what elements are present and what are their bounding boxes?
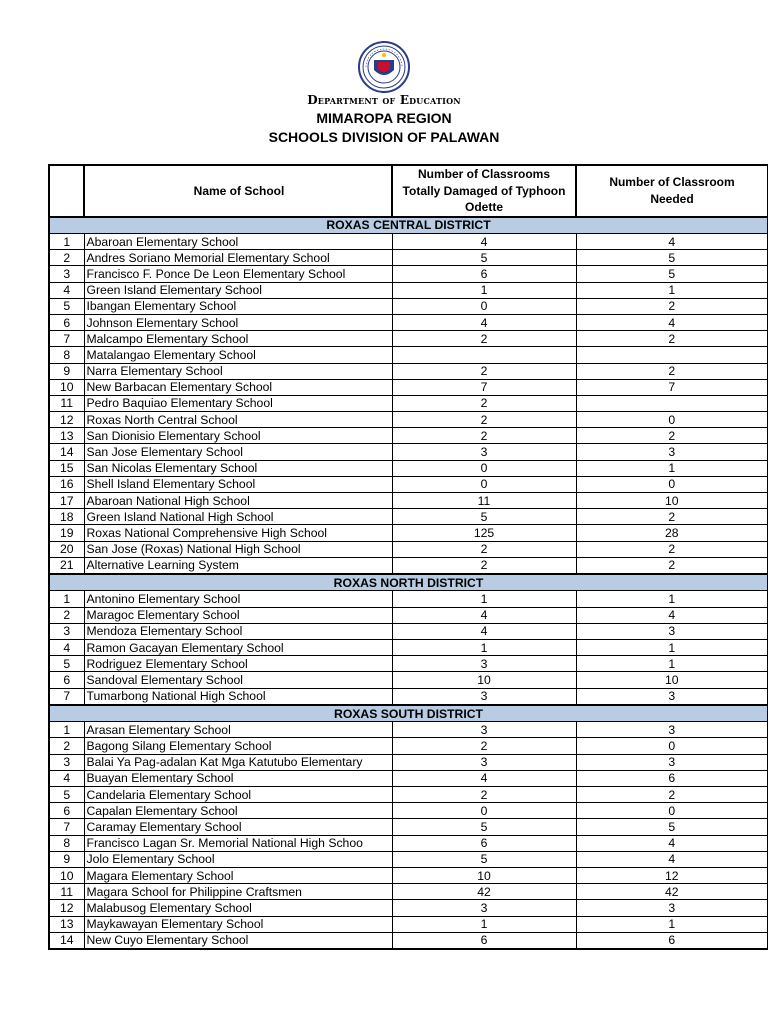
- damaged-count: 11: [392, 493, 576, 509]
- needed-count: 7: [576, 379, 768, 395]
- needed-count: 28: [576, 525, 768, 541]
- needed-count: 3: [576, 754, 768, 770]
- damaged-count: 4: [392, 234, 576, 250]
- table-body: [49, 217, 768, 949]
- damaged-count: 1: [392, 640, 576, 656]
- table-row: [49, 722, 768, 738]
- row-number: 6: [49, 314, 84, 330]
- needed-count: 2: [576, 331, 768, 347]
- school-name: Pedro Baquiao Elementary School: [84, 395, 392, 411]
- needed-count: 4: [576, 314, 768, 330]
- table-row: [49, 444, 768, 460]
- needed-count: 6: [576, 932, 768, 949]
- table-row: [49, 738, 768, 754]
- row-number: 15: [49, 460, 84, 476]
- table-row: [49, 884, 768, 900]
- row-number: 9: [49, 363, 84, 379]
- row-number: 6: [49, 803, 84, 819]
- school-name: Balai Ya Pag-adalan Kat Mga Katutubo Elementary: [84, 754, 392, 770]
- needed-count: [576, 395, 768, 411]
- division-title: SCHOOLS DIVISION OF PALAWAN: [268, 129, 500, 145]
- table-row: [49, 282, 768, 298]
- damaged-count: 0: [392, 298, 576, 314]
- school-name: Buayan Elementary School: [84, 770, 392, 786]
- needed-count: 4: [576, 835, 768, 851]
- school-name: Candelaria Elementary School: [84, 787, 392, 803]
- damaged-count: 125: [392, 525, 576, 541]
- table-row: [49, 476, 768, 492]
- district-name: ROXAS SOUTH DISTRICT: [49, 705, 768, 722]
- school-name: Abaroan National High School: [84, 493, 392, 509]
- school-name: San Jose Elementary School: [84, 444, 392, 460]
- damaged-count: 0: [392, 460, 576, 476]
- school-name: Arasan Elementary School: [84, 722, 392, 738]
- table-row: [49, 557, 768, 574]
- row-number: 11: [49, 395, 84, 411]
- damaged-count: [392, 347, 576, 363]
- table-row: [49, 754, 768, 770]
- school-name: New Cuyo Elementary School: [84, 932, 392, 949]
- school-name: Maykawayan Elementary School: [84, 916, 392, 932]
- row-number: 13: [49, 916, 84, 932]
- table-row: [49, 770, 768, 786]
- damaged-count: 2: [392, 787, 576, 803]
- school-name: Matalangao Elementary School: [84, 347, 392, 363]
- row-number: 1: [49, 722, 84, 738]
- row-number: 4: [49, 282, 84, 298]
- number-column-header: [49, 165, 84, 217]
- school-name: Johnson Elementary School: [84, 314, 392, 330]
- row-number: 4: [49, 640, 84, 656]
- district-header-row: [49, 574, 768, 591]
- district-header-row: [49, 217, 768, 234]
- row-number: 5: [49, 656, 84, 672]
- table-row: [49, 347, 768, 363]
- classroom-damage-table: [48, 164, 768, 950]
- table-row: [49, 298, 768, 314]
- needed-count: 0: [576, 412, 768, 428]
- damaged-count: 3: [392, 722, 576, 738]
- needed-count: 5: [576, 819, 768, 835]
- damaged-count: 42: [392, 884, 576, 900]
- school-name: Sandoval Elementary School: [84, 672, 392, 688]
- district-name: ROXAS NORTH DISTRICT: [49, 574, 768, 591]
- needed-count: 10: [576, 672, 768, 688]
- row-number: 7: [49, 819, 84, 835]
- table-row: [49, 867, 768, 883]
- department-title: Department of Education: [307, 93, 461, 107]
- row-number: 10: [49, 867, 84, 883]
- damaged-count: 10: [392, 672, 576, 688]
- deped-seal-icon: [352, 40, 416, 94]
- school-name: Tumarbong National High School: [84, 688, 392, 705]
- school-name: Magara School for Philippine Craftsmen: [84, 884, 392, 900]
- row-number: 18: [49, 509, 84, 525]
- damaged-count: 4: [392, 623, 576, 639]
- damaged-count: 4: [392, 770, 576, 786]
- damaged-count: 2: [392, 412, 576, 428]
- table-row: [49, 541, 768, 557]
- table-row: [49, 395, 768, 411]
- school-name: Andres Soriano Memorial Elementary School: [84, 250, 392, 266]
- damaged-count: 0: [392, 476, 576, 492]
- table-row: [49, 900, 768, 916]
- needed-count: 4: [576, 851, 768, 867]
- needed-count: 0: [576, 738, 768, 754]
- row-number: 11: [49, 884, 84, 900]
- row-number: 4: [49, 770, 84, 786]
- school-name: Roxas North Central School: [84, 412, 392, 428]
- row-number: 3: [49, 266, 84, 282]
- school-name: New Barbacan Elementary School: [84, 379, 392, 395]
- needed-count: 2: [576, 787, 768, 803]
- school-name: San Dionisio Elementary School: [84, 428, 392, 444]
- needed-count: 42: [576, 884, 768, 900]
- damaged-count: 0: [392, 803, 576, 819]
- school-name: Maragoc Elementary School: [84, 607, 392, 623]
- damaged-count: 7: [392, 379, 576, 395]
- damaged-count: 4: [392, 314, 576, 330]
- table-row: [49, 266, 768, 282]
- district-name: ROXAS CENTRAL DISTRICT: [49, 217, 768, 234]
- row-number: 17: [49, 493, 84, 509]
- damaged-count: 5: [392, 250, 576, 266]
- needed-count: 6: [576, 770, 768, 786]
- damaged-count: 6: [392, 835, 576, 851]
- row-number: 14: [49, 932, 84, 949]
- row-number: 14: [49, 444, 84, 460]
- school-name: Capalan Elementary School: [84, 803, 392, 819]
- needed-count: 1: [576, 460, 768, 476]
- row-number: 12: [49, 900, 84, 916]
- needed-count: 5: [576, 250, 768, 266]
- damaged-count: 3: [392, 688, 576, 705]
- table-row: [49, 640, 768, 656]
- row-number: 6: [49, 672, 84, 688]
- table-row: [49, 803, 768, 819]
- table-row: [49, 460, 768, 476]
- table-row: [49, 607, 768, 623]
- table-row: [49, 363, 768, 379]
- damaged-count: 10: [392, 867, 576, 883]
- damaged-count: 3: [392, 444, 576, 460]
- row-number: 8: [49, 347, 84, 363]
- needed-count: 1: [576, 916, 768, 932]
- damaged-count: 1: [392, 282, 576, 298]
- school-name: Abaroan Elementary School: [84, 234, 392, 250]
- row-number: 3: [49, 623, 84, 639]
- needed-count: 4: [576, 234, 768, 250]
- region-title: MIMAROPA REGION: [316, 110, 452, 126]
- table-row: [49, 331, 768, 347]
- table-row: [49, 932, 768, 949]
- table-row: [49, 412, 768, 428]
- needed-count: 1: [576, 640, 768, 656]
- row-number: 13: [49, 428, 84, 444]
- school-name: Green Island Elementary School: [84, 282, 392, 298]
- row-number: 9: [49, 851, 84, 867]
- table-row: [49, 509, 768, 525]
- row-number: 7: [49, 331, 84, 347]
- needed-count: 2: [576, 428, 768, 444]
- table-row: [49, 672, 768, 688]
- table-row: [49, 787, 768, 803]
- row-number: 2: [49, 250, 84, 266]
- needed-count: 2: [576, 541, 768, 557]
- needed-count: [576, 347, 768, 363]
- row-number: 8: [49, 835, 84, 851]
- school-name: Narra Elementary School: [84, 363, 392, 379]
- damaged-count: 2: [392, 428, 576, 444]
- damaged-count: 6: [392, 266, 576, 282]
- school-name: Antonino Elementary School: [84, 591, 392, 607]
- needed-count: 10: [576, 493, 768, 509]
- row-number: 5: [49, 787, 84, 803]
- table-row: [49, 379, 768, 395]
- needed-count: 12: [576, 867, 768, 883]
- needed-count: 2: [576, 363, 768, 379]
- damaged-count: 5: [392, 509, 576, 525]
- row-number: 1: [49, 591, 84, 607]
- damaged-count: 4: [392, 607, 576, 623]
- table-row: [49, 493, 768, 509]
- needed-count: 3: [576, 900, 768, 916]
- table-row: [49, 835, 768, 851]
- damaged-count: 1: [392, 591, 576, 607]
- school-name: Ramon Gacayan Elementary School: [84, 640, 392, 656]
- needed-count: 3: [576, 688, 768, 705]
- needed-count: 2: [576, 298, 768, 314]
- damaged-count: 2: [392, 331, 576, 347]
- table-row: [49, 656, 768, 672]
- damaged-count: 3: [392, 900, 576, 916]
- table-row: [49, 688, 768, 705]
- row-number: 2: [49, 607, 84, 623]
- damaged-count: 2: [392, 557, 576, 574]
- school-name: Bagong Silang Elementary School: [84, 738, 392, 754]
- school-name: Francisco F. Ponce De Leon Elementary School: [84, 266, 392, 282]
- district-header-row: [49, 705, 768, 722]
- needed-count: 0: [576, 803, 768, 819]
- needed-count: 1: [576, 282, 768, 298]
- needed-count: 3: [576, 444, 768, 460]
- school-name: Alternative Learning System: [84, 557, 392, 574]
- needed-count: 3: [576, 623, 768, 639]
- table-row: [49, 234, 768, 250]
- school-name: Jolo Elementary School: [84, 851, 392, 867]
- school-name: Green Island National High School: [84, 509, 392, 525]
- table-row: [49, 851, 768, 867]
- damaged-count: 2: [392, 541, 576, 557]
- school-name: Magara Elementary School: [84, 867, 392, 883]
- damaged-count: 3: [392, 656, 576, 672]
- needed-count: 1: [576, 591, 768, 607]
- school-name: Ibangan Elementary School: [84, 298, 392, 314]
- needed-count: 3: [576, 722, 768, 738]
- row-number: 7: [49, 688, 84, 705]
- row-number: 12: [49, 412, 84, 428]
- row-number: 21: [49, 557, 84, 574]
- needed-column-header: Number of Classroom Needed: [576, 165, 768, 217]
- school-name: Rodriguez Elementary School: [84, 656, 392, 672]
- needed-count: 4: [576, 607, 768, 623]
- table-row: [49, 819, 768, 835]
- damaged-column-header: Number of Classrooms Totally Damaged of Typhoon Odette: [392, 165, 576, 217]
- school-name: Roxas National Comprehensive High School: [84, 525, 392, 541]
- damaged-count: 2: [392, 363, 576, 379]
- table-row: [49, 314, 768, 330]
- needed-count: 2: [576, 509, 768, 525]
- row-number: 16: [49, 476, 84, 492]
- row-number: 1: [49, 234, 84, 250]
- school-name: San Jose (Roxas) National High School: [84, 541, 392, 557]
- table-row: [49, 916, 768, 932]
- damaged-count: 5: [392, 851, 576, 867]
- school-name: Caramay Elementary School: [84, 819, 392, 835]
- damaged-count: 2: [392, 738, 576, 754]
- damaged-count: 6: [392, 932, 576, 949]
- needed-count: 2: [576, 557, 768, 574]
- damaged-count: 2: [392, 395, 576, 411]
- table-row: [49, 623, 768, 639]
- table-row: [49, 591, 768, 607]
- school-name: Malcampo Elementary School: [84, 331, 392, 347]
- table-row: [49, 525, 768, 541]
- row-number: 10: [49, 379, 84, 395]
- school-name: San Nicolas Elementary School: [84, 460, 392, 476]
- needed-count: 5: [576, 266, 768, 282]
- school-name-column-header: Name of School: [84, 165, 392, 217]
- school-name: Malabusog Elementary School: [84, 900, 392, 916]
- row-number: 2: [49, 738, 84, 754]
- school-name: Shell Island Elementary School: [84, 476, 392, 492]
- school-name: Francisco Lagan Sr. Memorial National High Schoo: [84, 835, 392, 851]
- needed-count: 1: [576, 656, 768, 672]
- school-name: Mendoza Elementary School: [84, 623, 392, 639]
- row-number: 19: [49, 525, 84, 541]
- row-number: 5: [49, 298, 84, 314]
- needed-count: 0: [576, 476, 768, 492]
- row-number: 3: [49, 754, 84, 770]
- table-row: [49, 250, 768, 266]
- table-row: [49, 428, 768, 444]
- damaged-count: 1: [392, 916, 576, 932]
- row-number: 20: [49, 541, 84, 557]
- damaged-count: 5: [392, 819, 576, 835]
- damaged-count: 3: [392, 754, 576, 770]
